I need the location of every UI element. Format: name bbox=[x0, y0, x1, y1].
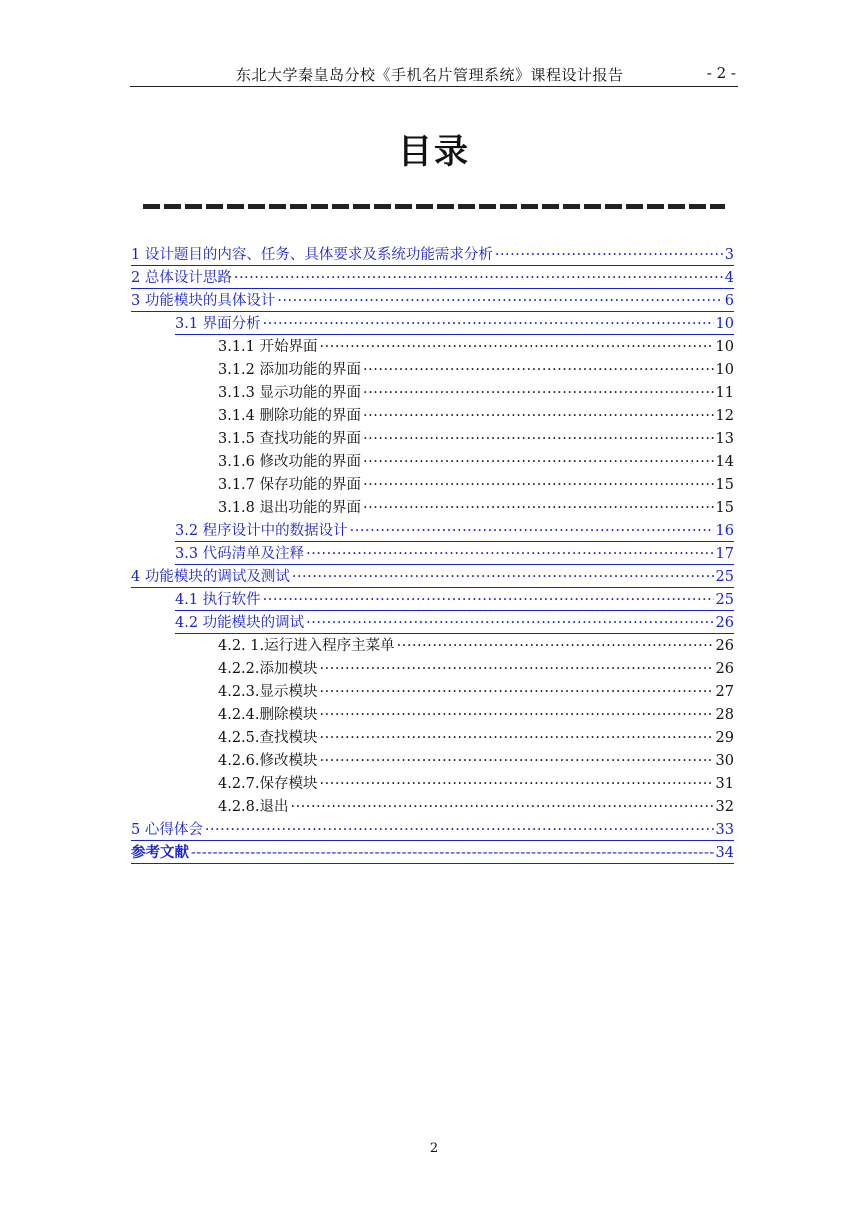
toc-entry[interactable]: 4.2.3.显示模块 ····· 27 bbox=[218, 680, 734, 702]
toc-entry[interactable]: 4 功能模块的调试及测试 ····· 25 bbox=[131, 565, 734, 588]
toc-entry[interactable]: 3.1.2 添加功能的界面 ····· 10 bbox=[218, 358, 734, 380]
toc-entry[interactable]: 4.2.8.退出 ····· 32 bbox=[218, 795, 734, 817]
toc-entry[interactable]: 3.1.4 删除功能的界面 ····· 12 bbox=[218, 404, 734, 426]
toc-entry[interactable]: 3.1.3 显示功能的界面 ····· 11 bbox=[218, 381, 734, 403]
header-page-number: - 2 - bbox=[706, 64, 736, 82]
toc-entry[interactable]: 3.1.7 保存功能的界面 ····· 15 bbox=[218, 473, 734, 495]
running-header bbox=[130, 62, 738, 87]
toc-entry[interactable]: 3.1 界面分析 ····· 10 bbox=[175, 312, 734, 335]
toc-entry[interactable]: 4.2.4.删除模块 ····· 28 bbox=[218, 703, 734, 725]
footer-page-number: 2 bbox=[429, 1141, 439, 1156]
toc-entry[interactable]: 5 心得体会 ····· 33 bbox=[131, 818, 734, 841]
header-title: 东北大学秦皇岛分校《手机名片管理系统》课程设计报告 bbox=[236, 66, 624, 84]
toc-entry[interactable]: 4.2.6.修改模块 ····· 30 bbox=[218, 749, 734, 771]
toc-entry[interactable]: 2 总体设计思路 ····· 4 bbox=[131, 266, 734, 289]
toc-entry[interactable]: 4.2. 1.运行进入程序主菜单 ····· 26 bbox=[218, 634, 734, 656]
toc-entry[interactable]: 4.2 功能模块的调试 ····· 26 bbox=[175, 611, 734, 634]
toc-entry[interactable]: 4.2.7.保存模块 ····· 31 bbox=[218, 772, 734, 794]
toc-entry[interactable]: 4.1 执行软件 ····· 25 bbox=[175, 588, 734, 611]
toc-entry[interactable]: 4.2.2.添加模块 ····· 26 bbox=[218, 657, 734, 679]
toc-entry[interactable]: 3.2 程序设计中的数据设计 ····· 16 bbox=[175, 519, 734, 542]
page-title: 目录 bbox=[398, 132, 470, 172]
toc-entry[interactable]: 3 功能模块的具体设计 ····· 6 bbox=[131, 289, 734, 312]
toc-entry[interactable]: 3.1.8 退出功能的界面 ····· 15 bbox=[218, 496, 734, 518]
title-dashed-rule bbox=[143, 204, 725, 209]
toc-entry[interactable]: 参考文献 ----- 34 bbox=[131, 841, 734, 864]
toc-entry[interactable]: 3.1.5 查找功能的界面 ····· 13 bbox=[218, 427, 734, 449]
toc-entry[interactable]: 1 设计题目的内容、任务、具体要求及系统功能需求分析 ····· 3 bbox=[131, 243, 734, 266]
toc-entry[interactable]: 3.1.6 修改功能的界面 ····· 14 bbox=[218, 450, 734, 472]
toc-entry[interactable]: 3.1.1 开始界面 ····· 10 bbox=[218, 335, 734, 357]
toc-entry[interactable]: 3.3 代码清单及注释 ····· 17 bbox=[175, 542, 734, 565]
toc-entry[interactable]: 4.2.5.查找模块 ····· 29 bbox=[218, 726, 734, 748]
